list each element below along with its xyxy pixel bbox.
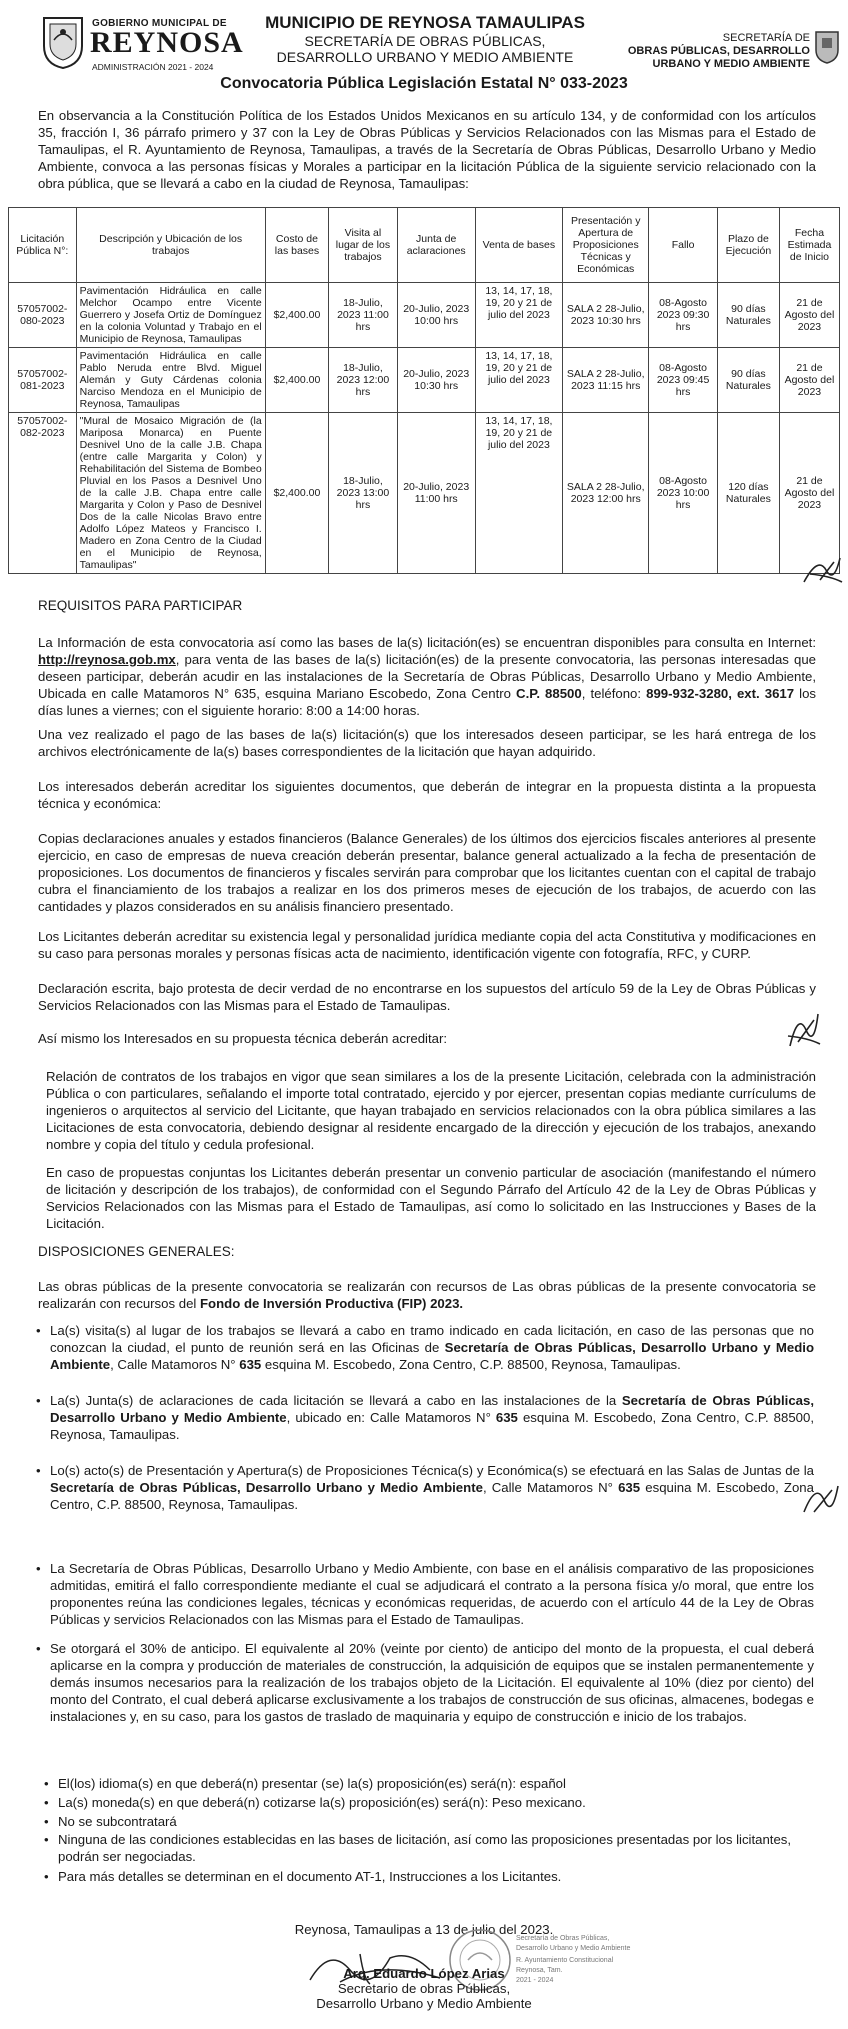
signatory-block: [0, 1966, 848, 2011]
bullet-icon: •: [44, 1795, 49, 1810]
header-municipality: MUNICIPIO DE REYNOSA TAMAULIPAS: [265, 13, 585, 32]
disposiciones-bullet-fallo: • La Secretaría de Obras Públicas, Desarrollo Urbano y Medio Ambiente, con base en el análisis comparativo de las proposiciones admitidas, emitirá el fallo correspondiente mediante el cual se adjudicará el contrato a la persona física y/o moral, que entre los proponentes reúna las condiciones legales, técnicas y económicas requeridas, de acuerdo con el artículo 44 de la Ley de Obras Públicas y servicios Relacionados con las Mismas para el Estado de Tamaulipas.: [36, 1561, 814, 1627]
table-row: [9, 413, 840, 574]
table-header-row: [9, 208, 840, 283]
cell-fallo: 08-Agosto 2023 09:30 hrs: [649, 283, 718, 348]
logo-line-1: GOBIERNO MUNICIPAL DE: [92, 18, 227, 29]
cell-cost: $2,400.00: [265, 413, 328, 574]
signatory-role-2: Desarrollo Urbano y Medio Ambiente: [316, 1996, 532, 2011]
bullet-icon: •: [44, 1776, 49, 1791]
cell-plazo: 90 días Naturales: [717, 283, 779, 348]
cell-visit: 18-Julio, 2023 13:00 hrs: [329, 413, 398, 574]
bullet-icon: •: [36, 1393, 41, 1408]
cell-num: 57057002-081-2023: [9, 348, 77, 413]
cell-apertura: SALA 2 28-Julio, 2023 11:15 hrs: [563, 348, 649, 413]
requisitos-p5: Los Licitantes deberán acreditar su existencia legal y personalidad jurídica mediante copia del acta Constitutiva y modificaciones en su caso para personas morales y personas físicas acta de nacimiento, identificación vigente con fotografía, RFC, y CURP.: [38, 929, 816, 961]
bullet-icon: •: [36, 1323, 41, 1338]
cell-plazo: 90 días Naturales: [717, 348, 779, 413]
website-link[interactable]: http://reynosa.gob.mx: [38, 652, 176, 667]
logo-line-2: REYNOSA: [90, 26, 244, 59]
header-inicio: Fecha Estimada de Inicio: [779, 208, 839, 283]
svg-text:R. Ayuntamiento Constitucional: R. Ayuntamiento Constitucional: [516, 1957, 614, 1964]
secretaria-logo-line-2: OBRAS PÚBLICAS, DESARROLLO: [627, 45, 810, 57]
svg-text:Secretaría de Obras Públicas,: Secretaría de Obras Públicas,: [516, 1935, 610, 1942]
requisitos-p6: Declaración escrita, bajo protesta de decir verdad de no encontrarse en los supuestos del artículo 59 de la Ley de Obras Públicas y Servicios Relacionados con las Mismas para el Estado de Tamaulipas.: [38, 981, 816, 1013]
cell-desc: Pavimentación Hidráulica en calle Melchor Ocampo entre Vicente Guerrero y Josefa Ortiz de Domínguez en la colonia Voluntad y Trabajo en el Municipio de Reynosa, Tamaulipas: [76, 283, 265, 348]
disposiciones-bullet-visita: • La(s) visita(s) al lugar de los trabajos se llevará a cabo en tramo indicado en cada licitación, en caso de las personas que no conozcan la ciudad, el punto de reunión será en las Oficinas de Secretaría de Obras Públicas, Desarrollo Urbano y Medio Ambiente, Calle Matamoros N° 635 esquina M. Escobedo, Zona Centro, C.P. 88500, Reynosa, Tamaulipas.: [36, 1323, 814, 1372]
signatory-role-1: Secretario de obras Públicas,: [337, 1981, 511, 1996]
bullet-icon: •: [36, 1561, 41, 1576]
place-date: Reynosa, Tamaulipas a 13 de julio del 2023.: [294, 1922, 554, 1937]
cell-venta: 13, 14, 17, 18, 19, 20 y 21 de julio del 2023: [475, 348, 562, 413]
disposiciones-p1: Las obras públicas de la presente convocatoria se realizarán con recursos de Las obras públicas de la presente convocatoria se realizarán con recursos del Fondo de Inversión Productiva (FIP) 2023.: [38, 1279, 816, 1311]
requisitos-p4: Copias declaraciones anuales y estados financieros (Balance Generales) de los últimos dos ejercicios fiscales anteriores al presente ejercicio, en caso de empresas de nueva creación deberán presentar, balance general actualizado a la fecha de presentación de proposiciones. Los documentos de financieros y fiscales servirán para comprobar que los licitantes cuentan con el capital de trabajo cubra el financiamiento de los trabajos a realizar en los dos primeros meses de ejecución de los trabajos, de acuerdo con las cantidades y plazos considerados en su análisis financiero presentado.: [38, 831, 816, 914]
cell-junta: 20-Julio, 2023 10:00 hrs: [397, 283, 475, 348]
cell-plazo: 120 días Naturales: [717, 413, 779, 574]
signatory-name: Arq. Eduardo López Arias: [343, 1966, 505, 1981]
requisitos-p9: En caso de propuestas conjuntas los Licitantes deberán presentar un convenio particular de asociación (manifestando el número de licitación y descripción de los trabajos), de conformidad con el Segundo Párrafo del Artículo 42 de la Ley de Obras Públicas y Servicios Relacionados con las Mismas para el Estado de Tamaulipas, así como lo solicitado en las Instrucciones y Bases de la Licitación.: [46, 1165, 816, 1231]
disposiciones-bullet-apertura: • Lo(s) acto(s) de Presentación y Apertura(s) de Proposiciones Técnica(s) y Económica(s) se efectuará en las Salas de Juntas de la Secretaría de Obras Públicas, Desarrollo Urbano y Medio Ambiente, Calle Matamoros N° 635 esquina M. Escobedo, Zona Centro, C.P. 88500, Reynosa, Tamaulipas.: [36, 1463, 814, 1512]
cell-desc: "Mural de Mosaico Migración de (la Mariposa Monarca) en Puente Desnivel Uno de la calle J.B. Chapa (entre calle Margarita y Colon) y Rehabilitación del Sistema de Bombeo Pluvial en los Pasos a Desnivel Uno de la calle J.B. Chapa entre calle Margarita y Colon y Paso de Desnivel Dos de la calle Nicolas Bravo entre Adolfo López Mateos y Francisco I. Madero en Zona Centro de la Ciudad en el Municipio de Reynosa, Tamaulipas": [76, 413, 265, 574]
disposiciones-heading: DISPOSICIONES GENERALES:: [38, 1244, 235, 1259]
header-center: [250, 13, 600, 65]
cell-num: 57057002-082-2023: [9, 413, 77, 574]
cell-apertura: SALA 2 28-Julio, 2023 10:30 hrs: [563, 283, 649, 348]
list-item: • La(s) moneda(s) en que deberá(n) cotizarse la(s) proposición(es) será(n): Peso mexicano.: [44, 1795, 586, 1810]
secretaria-logo: [608, 28, 840, 76]
secretaria-logo-line-3: URBANO Y MEDIO AMBIENTE: [652, 58, 810, 70]
header-fallo: Fallo: [649, 208, 718, 283]
svg-text:2021 - 2024: 2021 - 2024: [516, 1977, 554, 1984]
disposiciones-list: [44, 1774, 818, 1886]
header-licitacion: Licitación Pública N°:: [9, 208, 77, 283]
municipal-logo: [40, 14, 244, 74]
cell-junta: 20-Julio, 2023 11:00 hrs: [397, 413, 475, 574]
table-row: [9, 283, 840, 348]
requisitos-p3: Los interesados deberán acreditar los siguientes documentos, que deberán de integrar en la propuesta distinta a la propuesta técnica y económica:: [38, 779, 816, 811]
svg-text:Desarrollo Urbano y Medio Ambi: Desarrollo Urbano y Medio Ambiente: [516, 1945, 631, 1952]
bullet-icon: •: [36, 1641, 41, 1656]
requisitos-p8: Relación de contratos de los trabajos en vigor que sean similares a los de la presente Licitación, celebrada con la administración Pública o con particulares, señalando el importe total contratado, ejercido y por ejercer, presentan copias mediante currículums de ingenieros o arquitectos al servicio del Licitante, que hayan trabajado en servicios relacionados con la obra pública similares a las Licitaciones de esta convocatoria, debiendo designar al residente encargado de la dirección y ejecución de los trabajos, anexando nombre y copia del título y cedula profesional.: [46, 1069, 816, 1152]
header-costo: Costo de las bases: [265, 208, 328, 283]
list-item: • No se subcontratará: [44, 1814, 177, 1829]
initials-signature-mark: [800, 552, 844, 588]
secretaria-logo-line-1: SECRETARÍA DE: [722, 32, 810, 44]
cell-cost: $2,400.00: [265, 348, 328, 413]
disposiciones-bullet-anticipo: • Se otorgará el 30% de anticipo. El equivalente al 20% (veinte por ciento) de anticipo del monto de la propuesta, el cual deberá aplicarse en la compra y producción de materiales de construcción, la adquisición de equipos que se instalen permanentemente y demás insumos necesarios para la realización de los trabajos objeto de la Licitación. El equivalente al 10% (diez por ciento) del monto del Contrato, el cual deberá aplicarse exclusivamente a los trabajos de construcción de sus oficinas, almacenes, bodegas e instalaciones y, en su caso, para los gastos de traslado de maquinaria y equipo de construcción e inicio de los trabajos.: [36, 1641, 814, 1724]
cell-inicio: 21 de Agosto del 2023: [779, 283, 839, 348]
requisitos-heading: REQUISITOS PARA PARTICIPAR: [38, 598, 243, 613]
cell-fallo: 08-Agosto 2023 09:45 hrs: [649, 348, 718, 413]
bullet-icon: •: [44, 1832, 49, 1847]
disposiciones-bullet-junta: • La(s) Junta(s) de aclaraciones de cada licitación se llevará a cabo en las instalaciones de la Secretaría de Obras Públicas, Desarrollo Urbano y Medio Ambiente, ubicado en: Calle Matamoros N° 635 esquina M. Escobedo, Zona Centro, C.P. 88500, Reynosa, Tamaulipas.: [36, 1393, 814, 1442]
svg-text:Reynosa, Tam.: Reynosa, Tam.: [516, 1967, 563, 1974]
list-item: • El(los) idioma(s) en que deberá(n) presentar (se) la(s) proposición(es) será(n): español: [44, 1776, 566, 1791]
cell-desc: Pavimentación Hidráulica en calle Pablo Neruda entre Blvd. Miguel Alemán y Guty Cárdenas colonia Narciso Mendoza en el Municipio de Reynosa, Tamaulipas: [76, 348, 265, 413]
cell-venta: 13, 14, 17, 18, 19, 20 y 21 de julio del 2023: [475, 283, 562, 348]
header-venta: Venta de bases: [475, 208, 562, 283]
cell-inicio: 21 de Agosto del 2023: [779, 413, 839, 574]
cell-junta: 20-Julio, 2023 10:30 hrs: [397, 348, 475, 413]
bullet-icon: •: [44, 1869, 49, 1884]
document-title: Convocatoria Pública Legislación Estatal N° 033-2023: [220, 75, 628, 92]
list-item: • Ninguna de las condiciones establecidas en las bases de licitación, así como las proposiciones presentadas por los licitantes, podrán ser negociadas.: [44, 1832, 792, 1864]
cell-visit: 18-Julio, 2023 11:00 hrs: [329, 283, 398, 348]
requisitos-p1: La Información de esta convocatoria así como las bases de la(s) licitación(es) se encuentran disponibles para consulta en Internet: http://reynosa.gob.mx, para venta de las bases de la(s) licitación(es) de la presente convocatoria, las personas interesadas que deseen participar, deberán acudir en las instalaciones de la Secretaría de Obras Públicas, Desarrollo Urbano y Medio Ambiente, Ubicada en calle Matamoros N° 635, esquina Mariano Escobedo, Zona Centro C.P. 88500, teléfono: 899-932-3280, ext. 3617 los días lunes a viernes; con el siguiente horario: 8:00 a 14:00 horas.: [38, 635, 816, 718]
cell-venta: 13, 14, 17, 18, 19, 20 y 21 de julio del 2023: [475, 413, 562, 574]
bullet-icon: •: [44, 1814, 49, 1829]
header-junta: Junta de aclaraciones: [397, 208, 475, 283]
cell-visit: 18-Julio, 2023 12:00 hrs: [329, 348, 398, 413]
initials-signature-mark: [800, 1478, 840, 1518]
list-item: • Para más detalles se determinan en el documento AT-1, Instrucciones a los Licitantes.: [44, 1869, 562, 1884]
bullet-icon: •: [36, 1463, 41, 1478]
intro-paragraph: En observancia a la Constitución Política de los Estados Unidos Mexicanos en su artículo 134, y de conformidad con los artículos 35, fracción I, 36 párrafo primero y 37 con la Ley de Obras Públicas y Servicios Relacionados con las Mismas para el Estado de Tamaulipas, el R. Ayuntamiento de Reynosa, Tamaulipas, a través de la Secretaría de Obras Públicas, Desarrollo Urbano y Medio Ambiente, convoca a las personas físicas y Morales a participar en la licitación Pública de la siguiente servicio relacionado con la obra pública, que se llevará a cabo en la ciudad de Reynosa, Tamaulipas:: [38, 108, 816, 191]
cell-cost: $2,400.00: [265, 283, 328, 348]
header-secretaria-1: SECRETARÍA DE OBRAS PÚBLICAS,: [304, 33, 546, 49]
header-apertura: Presentación y Apertura de Proposiciones Técnicas y Económicas: [563, 208, 649, 283]
cell-inicio: 21 de Agosto del 2023: [779, 348, 839, 413]
requisitos-p7: Así mismo los Interesados en su propuesta técnica deberán acreditar:: [38, 1031, 448, 1046]
header-visita: Visita al lugar de los trabajos: [329, 208, 398, 283]
shield-icon: [814, 30, 840, 64]
table-row: [9, 348, 840, 413]
requisitos-p2: Una vez realizado el pago de las bases de la(s) licitación(s) que los interesados deseen participar, se les hará entrega de los archivos electrónicamente de la(s) bases correspondientes de la licitación que hayan adquirido.: [38, 727, 816, 759]
logo-line-3: ADMINISTRACIÓN 2021 - 2024: [92, 62, 214, 72]
header-descripcion: Descripción y Ubicación de los trabajos: [76, 208, 265, 283]
municipal-seal-icon: [40, 14, 86, 70]
initials-signature-mark: [784, 1006, 822, 1050]
cell-apertura: SALA 2 28-Julio, 2023 12:00 hrs: [563, 413, 649, 574]
header-plazo: Plazo de Ejecución: [717, 208, 779, 283]
cell-num: 57057002-080-2023: [9, 283, 77, 348]
cell-fallo: 08-Agosto 2023 10:00 hrs: [649, 413, 718, 574]
licitaciones-table: [8, 207, 840, 574]
header-secretaria-2: DESARROLLO URBANO Y MEDIO AMBIENTE: [276, 49, 574, 65]
